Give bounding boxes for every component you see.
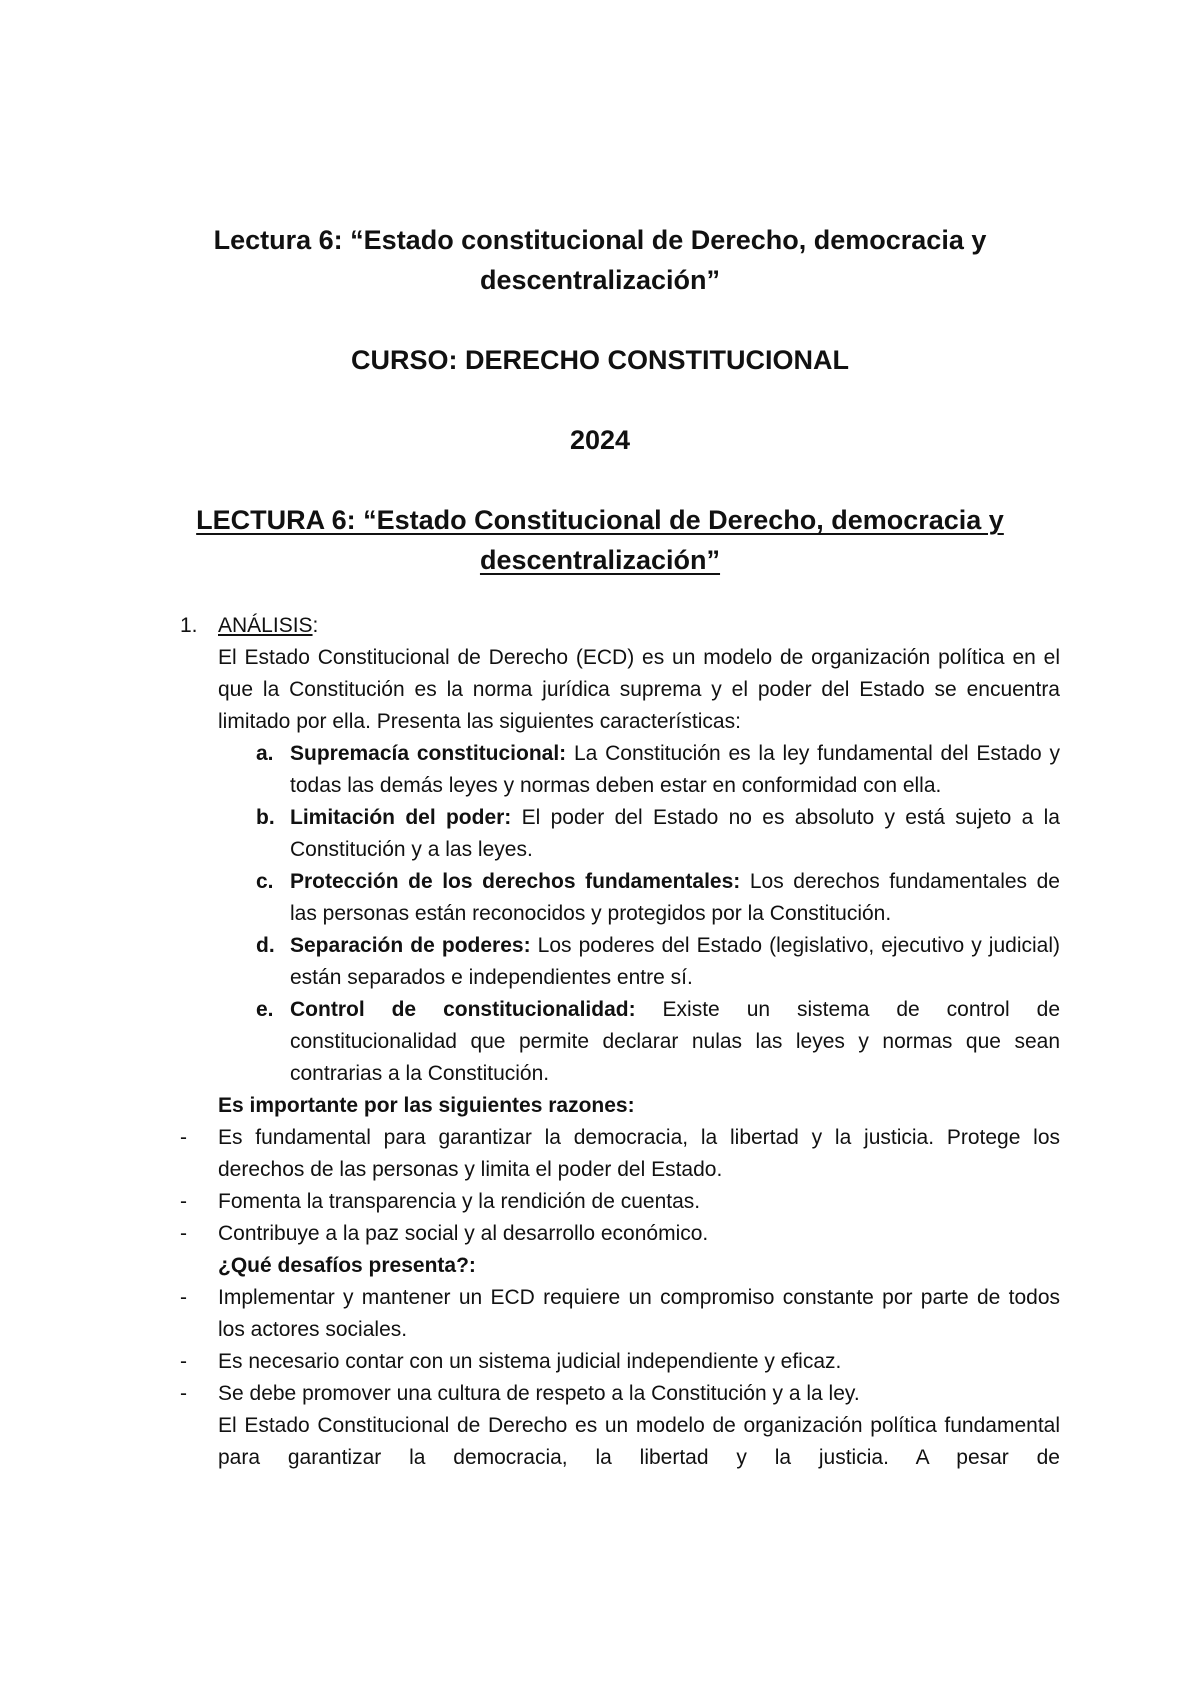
year-label: 2024 [569, 425, 631, 455]
document-title: Lectura 6: “Estado constitucional de Derecho, democracia y descentralización” [213, 225, 987, 295]
list-item [160, 1186, 1060, 1218]
list-item [160, 1218, 1060, 1250]
section-heading-text: ANÁLISIS [218, 614, 313, 637]
characteristic-term: Separación de poderes: [290, 934, 531, 957]
characteristics-list [160, 738, 1060, 1090]
section-heading [160, 610, 1060, 642]
dash-marker: - [180, 1222, 187, 1245]
challenge-item: Es necesario contar con un sistema judicial independiente y eficaz. [218, 1350, 842, 1373]
intro-paragraph: El Estado Constitucional de Derecho (ECD) es un modelo de organización política en el que la Constitución es la norma jurídica suprema y el poder del Estado se encuentra limitado por ella. Presenta las siguientes características: [218, 646, 1060, 733]
list-marker: d. [256, 934, 275, 957]
list-marker: e. [256, 998, 274, 1021]
section-number: 1. [180, 614, 198, 637]
list-item [160, 1378, 1060, 1410]
course-title: CURSO: DERECHO CONSTITUCIONAL [351, 345, 849, 375]
section-analysis [160, 610, 1060, 1474]
dash-marker: - [180, 1126, 187, 1149]
characteristic-term: Supremacía constitucional: [290, 742, 567, 765]
challenges-heading: ¿Qué desafíos presenta?: [218, 1254, 476, 1277]
importance-item: Contribuye a la paz social y al desarrollo económico. [218, 1222, 709, 1245]
characteristic-term: Protección de los derechos fundamentales: [290, 870, 741, 893]
list-item [256, 994, 1060, 1090]
characteristic-term: Limitación del poder: [290, 806, 512, 829]
dash-marker: - [180, 1350, 187, 1373]
reading-subtitle: LECTURA 6: “Estado Constitucional de Derecho, democracia y descentralización” [196, 505, 1004, 575]
closing-paragraph: El Estado Constitucional de Derecho es un modelo de organización política fundamental para garantizar la democracia, la libertad y la justicia. A pesar de [218, 1414, 1060, 1469]
list-item [160, 1346, 1060, 1378]
challenge-item: Se debe promover una cultura de respeto a la Constitución y a la ley. [218, 1382, 860, 1405]
list-item [256, 802, 1060, 866]
characteristic-text: Existe un sistema de control de constitucionalidad que permite declarar nulas las leyes y normas que sean contrarias a la Constitución. [290, 998, 1060, 1085]
characteristic-term: Control de constitucionalidad: [290, 998, 636, 1021]
list-item [256, 738, 1060, 802]
list-item [160, 1282, 1060, 1346]
importance-item: Fomenta la transparencia y la rendición de cuentas. [218, 1190, 701, 1213]
list-item [256, 930, 1060, 994]
importance-item: Es fundamental para garantizar la democracia, la libertad y la justicia. Protege los derechos de las personas y limita el poder del Estado. [218, 1126, 1060, 1181]
list-marker: b. [256, 806, 275, 829]
dash-marker: - [180, 1286, 187, 1309]
list-item [256, 866, 1060, 930]
characteristic-text: La Constitución es la ley fundamental del Estado y todas las demás leyes y normas deben estar en conformidad con ella. [290, 742, 1060, 797]
section-heading-colon: : [312, 614, 319, 637]
dash-marker: - [180, 1382, 187, 1405]
list-marker: a. [256, 742, 274, 765]
importance-heading: Es importante por las siguientes razones: [218, 1094, 635, 1117]
characteristic-text: El poder del Estado no es absoluto y está sujeto a la Constitución y a las leyes. [290, 806, 1060, 861]
characteristic-text: Los derechos fundamentales de las personas están reconocidos y protegidos por la Constitución. [290, 870, 1060, 925]
list-item [160, 1122, 1060, 1186]
characteristic-text: Los poderes del Estado (legislativo, ejecutivo y judicial) están separados e independientes entre sí. [290, 934, 1060, 989]
dash-marker: - [180, 1190, 187, 1213]
list-marker: c. [256, 870, 274, 893]
challenge-item: Implementar y mantener un ECD requiere un compromiso constante por parte de todos los actores sociales. [218, 1286, 1060, 1341]
